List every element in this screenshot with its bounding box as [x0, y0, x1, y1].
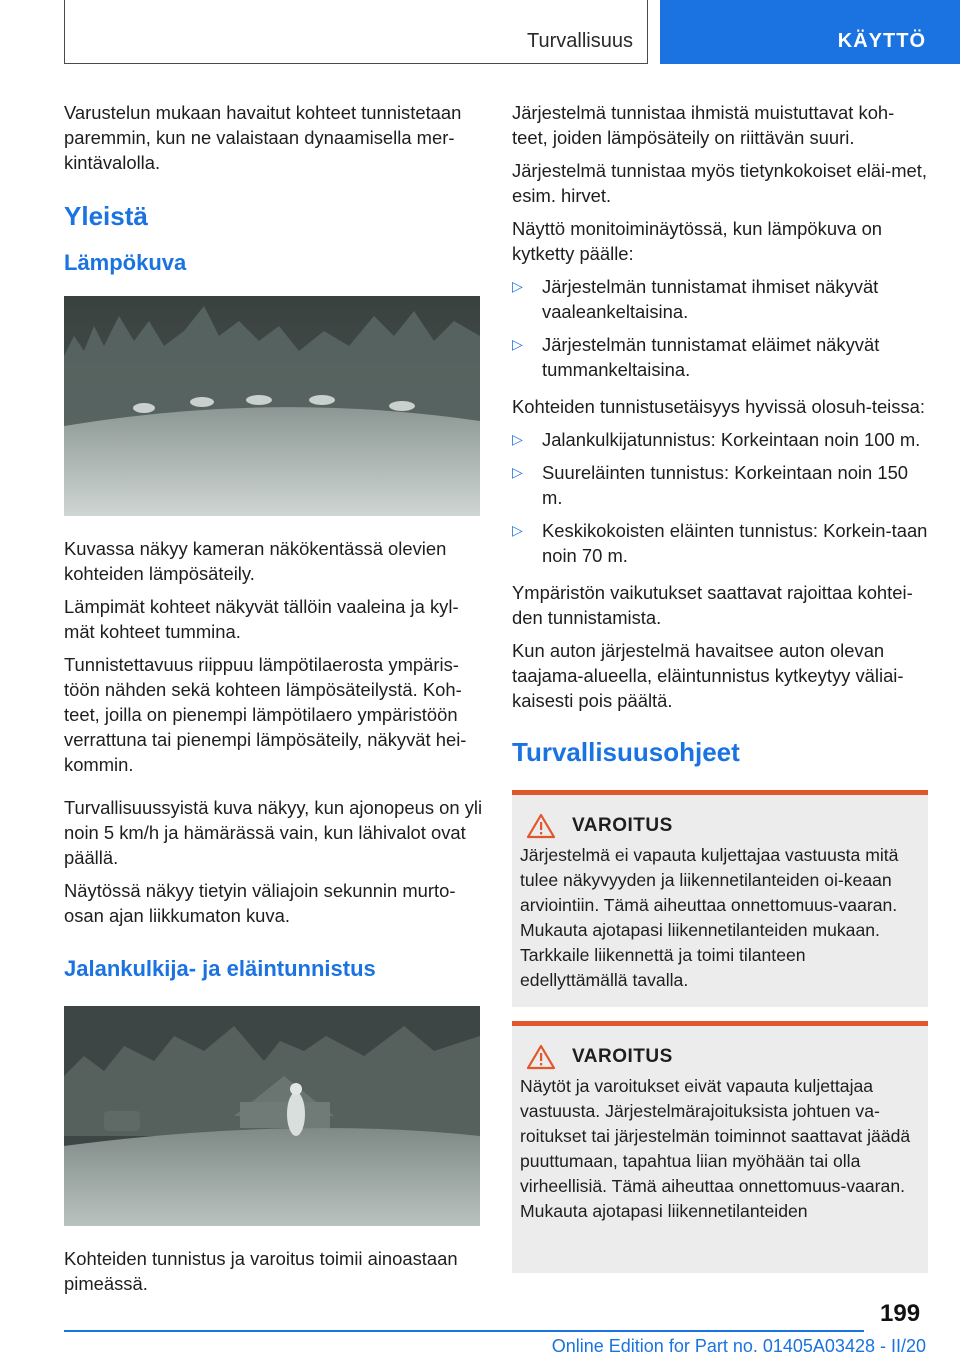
heading-detection: Jalankulkija- ja eläintunnistus: [64, 956, 376, 981]
triangle-right-icon: ▷: [512, 336, 523, 352]
heading-general: Yleistä: [64, 201, 148, 231]
triangle-right-icon: ▷: [512, 431, 523, 447]
thermal-image-animals: [64, 296, 480, 516]
list-item: ▷ Järjestelmän tunnistamat ihmiset näkyvät vaaleankeltaisina.: [512, 276, 879, 322]
list-item: ▷ Järjestelmän tunnistamat eläimet näkyvät tummankeltaisina.: [512, 334, 880, 380]
warning-text: Järjestelmä ei vapauta kuljettajaa vastuusta mitä tulee näkyvyyden ja liikennetilanteiden oi-keaan arviointiin. Tämä aiheuttaa onnettomuus-vaaran. Mukauta ajotapasi liikennetilanteiden mukaan. Tarkkaile liikennettä ja toimi tilanteen edellyttämällä tavalla.: [520, 845, 899, 990]
warning-triangle-icon: [526, 1044, 556, 1070]
warning-box: [512, 790, 928, 1007]
warning-box: [512, 1021, 928, 1273]
range-intro: Kohteiden tunnistusetäisyys hyvissä olosuh-teissa:: [512, 396, 925, 417]
warning-triangle-icon: [526, 813, 556, 839]
header-section-tab: [660, 0, 960, 64]
thermal-image-pedestrian: [64, 1006, 480, 1226]
heading-thermal: Lämpökuva: [64, 250, 187, 275]
right-column: [512, 100, 928, 1287]
range-list: [512, 427, 928, 568]
detection-caption: Kohteiden tunnistus ja varoitus toimii ainoastaan pimeässä.: [64, 1248, 458, 1294]
right-paragraph: Järjestelmä tunnistaa myös tietynkokoiset eläi-met, esim. hirvet.: [512, 160, 927, 206]
triangle-right-icon: ▷: [512, 522, 523, 538]
thermal-paragraph: Tunnistettavuus riippuu lämpötilaerosta ympäris-töön nähden sekä kohteen lämpösäteilystä. Koh-teet, joilla on pienempi lämpötilaero ympäristöön verrattuna tai pienempi lämpösäteily, näkyvät hei-kommin.: [64, 654, 467, 775]
thermal-paragraph: Näytössä näkyy tietyin väliajoin sekunnin murto-osan ajan liikkumaton kuva.: [64, 880, 456, 926]
header-title: Turvallisuus: [527, 30, 633, 52]
warning-title: VAROITUS: [572, 1046, 673, 1067]
right-paragraph: Järjestelmä tunnistaa ihmistä muistuttavat koh-teet, joiden lämpösäteily on riittävän suuri.: [512, 102, 895, 148]
header-section: KÄYTTÖ: [837, 30, 926, 52]
heading-safety: Turvallisuusohjeet: [512, 737, 740, 767]
header-title-box: [64, 0, 648, 64]
triangle-right-icon: ▷: [512, 278, 523, 294]
right-paragraph: Näyttö monitoiminäytössä, kun lämpökuva on kytketty päälle:: [512, 218, 883, 264]
footer-edition: Online Edition for Part no. 01405A03428 - II/20: [551, 1336, 926, 1356]
thermal-paragraph: Turvallisuussyistä kuva näkyy, kun ajonopeus on yli noin 5 km/h ja hämärässä vain, kun lähivalot ovat päällä.: [64, 797, 483, 868]
display-list: [512, 274, 928, 382]
triangle-right-icon: ▷: [512, 464, 523, 480]
page-number: 199: [880, 1300, 921, 1327]
right-paragraph: Ympäristön vaikutukset saattavat rajoittaa kohtei-den tunnistamista.: [512, 582, 913, 628]
thermal-paragraph: Lämpimät kohteet näkyvät tällöin vaaleina ja kyl-mät kohteet tummina.: [64, 596, 459, 642]
list-item: ▷ Jalankulkijatunnistus: Korkeintaan noin 100 m.: [512, 429, 921, 450]
right-paragraph: Kun auton järjestelmä havaitsee auton olevan taajama-alueella, eläintunnistus kytkeytyy väliai-kaisesti pois päältä.: [512, 640, 904, 711]
warning-text: Näytöt ja varoitukset eivät vapauta kuljettajaa vastuusta. Järjestelmärajoituksista johtuen va-roitukset tai järjestelmän toiminnot saattavat jäädä puuttumaan, tapahtua liian myöhään tai olla virheellisiä. Tämä aiheuttaa onnettomuus-vaaran. Mukauta ajotapasi liikennetilanteiden: [520, 1076, 911, 1221]
left-column: [64, 100, 484, 1304]
thermal-paragraph: Kuvassa näkyy kameran näkökentässä olevien kohteiden lämpösäteily.: [64, 538, 447, 584]
footer-divider: [64, 1330, 864, 1332]
warning-title: VAROITUS: [572, 815, 673, 836]
intro-paragraph: Varustelun mukaan havaitut kohteet tunnistetaan paremmin, kun ne valaistaan dynaamisella mer-kintävalolla.: [64, 102, 462, 173]
list-item: ▷ Suureläinten tunnistus: Korkeintaan noin 150 m.: [512, 462, 909, 508]
list-item: ▷ Keskikokoisten eläinten tunnistus: Korkein-taan noin 70 m.: [512, 520, 928, 566]
